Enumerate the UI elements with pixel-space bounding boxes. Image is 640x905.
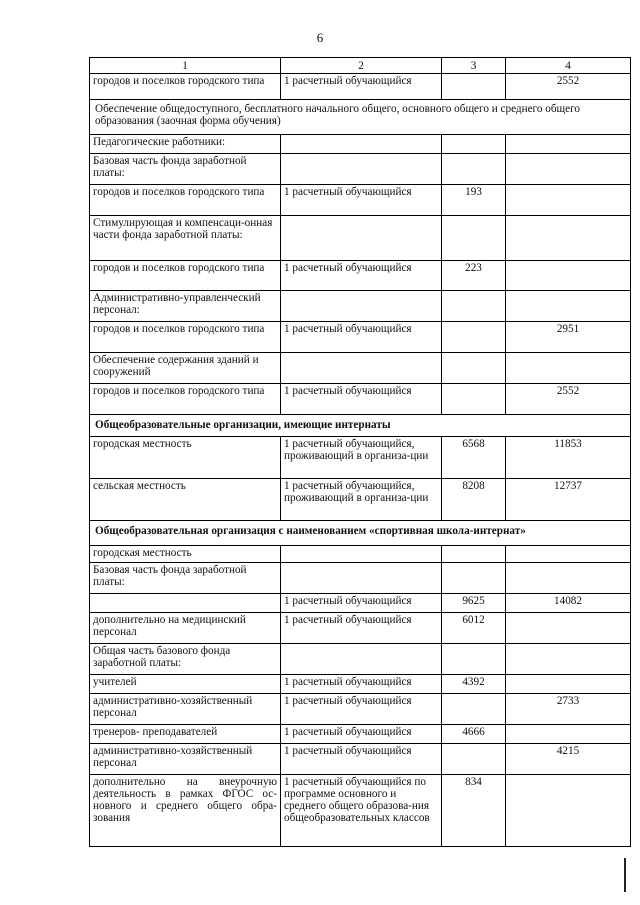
- cell-value-4: [506, 185, 631, 216]
- cell-indicator: Базовая часть фонда заработной платы:: [90, 563, 281, 594]
- table-row: [90, 479, 631, 521]
- cell-value-4: 2951: [506, 322, 631, 353]
- section-heading-row: [90, 415, 631, 437]
- cell-unit: 1 расчетный обучающийся: [281, 725, 442, 744]
- cell-indicator: административно-хозяйственный персонал: [90, 744, 281, 775]
- cell-value-4: 2733: [506, 694, 631, 725]
- cell-unit: [281, 644, 442, 675]
- cell-value-4: [506, 291, 631, 322]
- cell-unit: [281, 353, 442, 384]
- table-row: [90, 437, 631, 479]
- cell-value-3: 8208: [442, 479, 506, 521]
- cell-value-4: [506, 675, 631, 694]
- cell-indicator: Обеспечение содержания зданий и сооружений: [90, 353, 281, 384]
- cell-unit: [281, 291, 442, 322]
- cell-value-4: [506, 216, 631, 261]
- cell-indicator: дополнительно на внеурочную деятельность в рамках ФГОС ос-новного и среднего общего обра-зования: [90, 775, 281, 847]
- cell-value-3: 223: [442, 261, 506, 291]
- cell-indicator: Педагогические работники:: [90, 135, 281, 154]
- cell-value-3: [442, 644, 506, 675]
- cell-indicator: административно-хозяйственный персонал: [90, 694, 281, 725]
- table-row: [90, 775, 631, 847]
- table-row: [90, 725, 631, 744]
- cell-indicator: Базовая часть фонда заработной платы:: [90, 154, 281, 185]
- cell-value-3: [442, 154, 506, 185]
- cell-value-4: [506, 563, 631, 594]
- cell-indicator: [90, 594, 281, 613]
- header-col-1: 1: [90, 58, 281, 74]
- cell-indicator: городов и поселков городского типа: [90, 74, 281, 100]
- cell-unit: 1 расчетный обучающийся: [281, 613, 442, 644]
- cell-value-3: [442, 291, 506, 322]
- standards-table: [89, 57, 631, 847]
- cell-value-3: 4666: [442, 725, 506, 744]
- cell-value-3: [442, 74, 506, 100]
- cell-indicator: учителей: [90, 675, 281, 694]
- header-col-4: 4: [506, 58, 631, 74]
- cell-value-3: [442, 563, 506, 594]
- cell-indicator: Административно-управленческий персонал:: [90, 291, 281, 322]
- cell-unit: 1 расчетный обучающийся: [281, 74, 442, 100]
- cell-unit: 1 расчетный обучающийся: [281, 261, 442, 291]
- table-row: [90, 546, 631, 563]
- cell-value-3: [442, 353, 506, 384]
- table-row: [90, 154, 631, 185]
- cell-value-4: 2552: [506, 74, 631, 100]
- cell-indicator: тренеров- преподавателей: [90, 725, 281, 744]
- cell-value-4: [506, 775, 631, 847]
- cell-value-3: 6568: [442, 437, 506, 479]
- cell-value-4: [506, 644, 631, 675]
- cell-indicator: городов и поселков городского типа: [90, 322, 281, 353]
- table-row: [90, 261, 631, 291]
- cell-value-3: [442, 135, 506, 154]
- cell-value-4: [506, 546, 631, 563]
- margin-mark: [624, 858, 626, 892]
- header-col-3: 3: [442, 58, 506, 74]
- cell-value-3: 834: [442, 775, 506, 847]
- table-row: [90, 322, 631, 353]
- table-row: [90, 384, 631, 415]
- table-row: [90, 744, 631, 775]
- cell-value-4: 11853: [506, 437, 631, 479]
- cell-value-4: 12737: [506, 479, 631, 521]
- cell-value-4: [506, 353, 631, 384]
- section-description: Обеспечение общедоступного, бесплатного начального общего, основного общего и среднего общего образования (заочная форма обучения): [90, 100, 631, 135]
- table-row: [90, 216, 631, 261]
- section-heading: Общеобразовательная организация с наименованием «спортивная школа-интернат»: [90, 521, 631, 546]
- cell-indicator: дополнительно на медицинский персонал: [90, 613, 281, 644]
- cell-value-4: [506, 154, 631, 185]
- table-row: [90, 74, 631, 100]
- cell-indicator: городов и поселков городского типа: [90, 261, 281, 291]
- header-col-2: 2: [281, 58, 442, 74]
- cell-indicator: Общая часть базового фонда заработной платы:: [90, 644, 281, 675]
- cell-indicator: городов и поселков городского типа: [90, 384, 281, 415]
- cell-value-3: [442, 744, 506, 775]
- section-description-row: [90, 100, 631, 135]
- cell-value-4: 4215: [506, 744, 631, 775]
- cell-value-3: 193: [442, 185, 506, 216]
- cell-unit: [281, 546, 442, 563]
- cell-value-3: 6012: [442, 613, 506, 644]
- cell-value-3: [442, 322, 506, 353]
- cell-unit: 1 расчетный обучающийся: [281, 185, 442, 216]
- page-number: 6: [316, 30, 324, 45]
- cell-unit: 1 расчетный обучающийся по программе основного и среднего общего образова-ния общеобразовательных классов: [281, 775, 442, 847]
- cell-unit: 1 расчетный обучающийся: [281, 744, 442, 775]
- cell-value-3: [442, 694, 506, 725]
- table-row: [90, 675, 631, 694]
- table-row: [90, 185, 631, 216]
- cell-indicator: сельская местность: [90, 479, 281, 521]
- table-row: [90, 594, 631, 613]
- cell-unit: 1 расчетный обучающийся, проживающий в организа-ции: [281, 479, 442, 521]
- cell-unit: 1 расчетный обучающийся: [281, 594, 442, 613]
- cell-indicator: городская местность: [90, 437, 281, 479]
- cell-value-4: 2552: [506, 384, 631, 415]
- cell-unit: [281, 135, 442, 154]
- cell-indicator: Стимулирующая и компенсаци-онная части фонда заработной платы:: [90, 216, 281, 261]
- cell-value-3: 4392: [442, 675, 506, 694]
- cell-indicator: городов и поселков городского типа: [90, 185, 281, 216]
- cell-value-3: [442, 384, 506, 415]
- cell-value-4: [506, 613, 631, 644]
- table-row: [90, 694, 631, 725]
- cell-value-3: [442, 546, 506, 563]
- cell-value-4: 14082: [506, 594, 631, 613]
- cell-value-4: [506, 135, 631, 154]
- table-row: [90, 135, 631, 154]
- table-row: [90, 291, 631, 322]
- cell-value-4: [506, 261, 631, 291]
- cell-value-4: [506, 725, 631, 744]
- cell-unit: [281, 216, 442, 261]
- cell-unit: 1 расчетный обучающийся: [281, 694, 442, 725]
- cell-unit: [281, 563, 442, 594]
- table-header-row: [90, 58, 631, 74]
- cell-unit: 1 расчетный обучающийся: [281, 322, 442, 353]
- table-row: [90, 644, 631, 675]
- cell-unit: 1 расчетный обучающийся, проживающий в организа-ции: [281, 437, 442, 479]
- table-row: [90, 353, 631, 384]
- section-heading-row: [90, 521, 631, 546]
- cell-unit: 1 расчетный обучающийся: [281, 675, 442, 694]
- cell-unit: 1 расчетный обучающийся: [281, 384, 442, 415]
- table-row: [90, 613, 631, 644]
- cell-indicator: городская местность: [90, 546, 281, 563]
- table-row: [90, 563, 631, 594]
- cell-value-3: [442, 216, 506, 261]
- section-heading: Общеобразовательные организации, имеющие интернаты: [90, 415, 631, 437]
- cell-unit: [281, 154, 442, 185]
- cell-value-3: 9625: [442, 594, 506, 613]
